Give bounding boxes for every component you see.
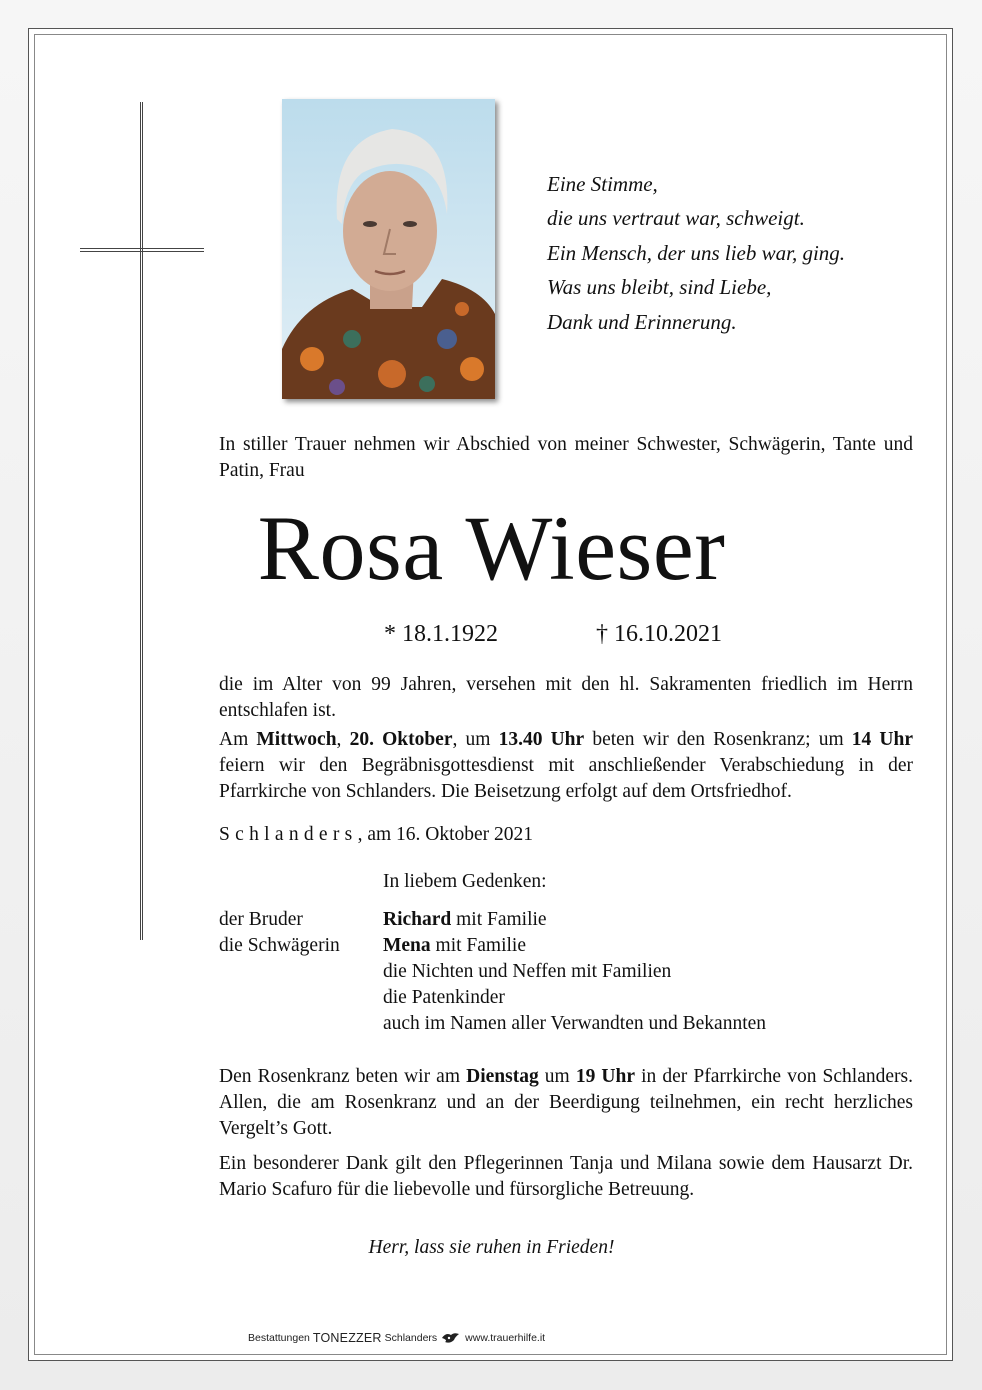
poem-line: die uns vertraut war, schweigt.: [547, 206, 805, 231]
paragraph-ceremony: [219, 727, 913, 805]
footer-prefix: Bestattungen: [248, 1332, 310, 1344]
deceased-name: Rosa Wieser: [257, 497, 726, 599]
relative-name: auch im Namen aller Verwandten und Bekannten: [383, 1013, 767, 1034]
footer-url[interactable]: www.trauerhilfe.it: [465, 1332, 546, 1344]
text-bold: Dienstag: [466, 1066, 539, 1087]
relative-label: die Schwägerin: [219, 935, 340, 956]
text-bold: 14 Uhr: [851, 729, 914, 750]
text-span: Am: [219, 729, 257, 750]
birth-date: * 18.1.1922: [384, 621, 498, 647]
text-span: feiern wir den Begräbnisgottesdienst mit anschließender Verabschiedung in der Pfarrkirche von Schlanders. Die Beisetzung erfolgt auf dem Ortsfriedhof.: [219, 755, 913, 802]
place-rest: , am 16. Oktober 2021: [357, 824, 534, 845]
relative-rest: mit Familie: [430, 935, 526, 956]
intro-text: In stiller Trauer nehmen wir Abschied von meiner Schwester, Schwägerin, Tante und Patin, Frau: [219, 434, 913, 481]
paragraph-thanks: Ein besonderer Dank gilt den Pflegerinnen Tanja und Milana sowie dem Hausarzt Dr. Mario Scafuro für die liebevolle und fürsorgliche Betreuung.: [219, 1153, 913, 1200]
paragraph-rosary: [219, 1064, 913, 1142]
poem-line: Eine Stimme,: [547, 172, 658, 196]
footer: [248, 1331, 545, 1345]
place-date: [219, 822, 913, 848]
dove-logo-icon: [440, 1331, 462, 1345]
relative-name: die Patenkinder: [383, 987, 505, 1008]
paragraph-age: die im Alter von 99 Jahren, versehen mit den hl. Sakramenten friedlich im Herrn entschlafen ist.: [219, 674, 913, 721]
place-town: Schlanders: [219, 824, 358, 845]
footer-brand: TONEZZER: [312, 1331, 382, 1345]
obituary-card: [28, 28, 953, 1361]
footer-suffix: Schlanders: [384, 1332, 438, 1344]
text-bold: 20. Oktober: [349, 729, 453, 750]
text-span: in der Pfarrkirche von Schlanders. Allen, die am Rosenkranz und an der Beerdigung teilnehmen, ein recht herzliches Vergelt’s Gott.: [219, 1066, 913, 1139]
remembrance-heading: In liebem Gedenken:: [383, 871, 547, 892]
poem-line: Ein Mensch, der uns lieb war, ging.: [547, 240, 846, 265]
portrait-photo: [282, 99, 495, 399]
text-bold: Mittwoch: [256, 729, 337, 750]
poem-line: Was uns bleibt, sind Liebe,: [547, 275, 772, 300]
text-bold: 13.40 Uhr: [498, 729, 585, 750]
poem: [547, 167, 845, 339]
text-span: , um: [452, 729, 499, 750]
poem-line: Dank und Erinnerung.: [547, 309, 737, 334]
relative-name: [383, 933, 526, 959]
relative-name: [383, 907, 547, 933]
text-bold: 19 Uhr: [575, 1066, 636, 1087]
relative-label: der Bruder: [219, 909, 303, 930]
death-date: † 16.10.2021: [596, 621, 722, 647]
closing-line: Herr, lass sie ruhen in Frieden!: [368, 1237, 615, 1258]
relative-rest: mit Familie: [451, 909, 547, 930]
relative-bold: Richard: [383, 909, 452, 930]
relative-bold: Mena: [383, 935, 431, 956]
text-span: ,: [336, 729, 350, 750]
text-span: beten wir den Rosenkranz; um: [584, 729, 852, 750]
relative-name: die Nichten und Neffen mit Familien: [383, 961, 672, 982]
text-span: Den Rosenkranz beten wir am: [219, 1066, 467, 1087]
cross-bar: [80, 248, 204, 252]
text-span: um: [538, 1066, 576, 1087]
